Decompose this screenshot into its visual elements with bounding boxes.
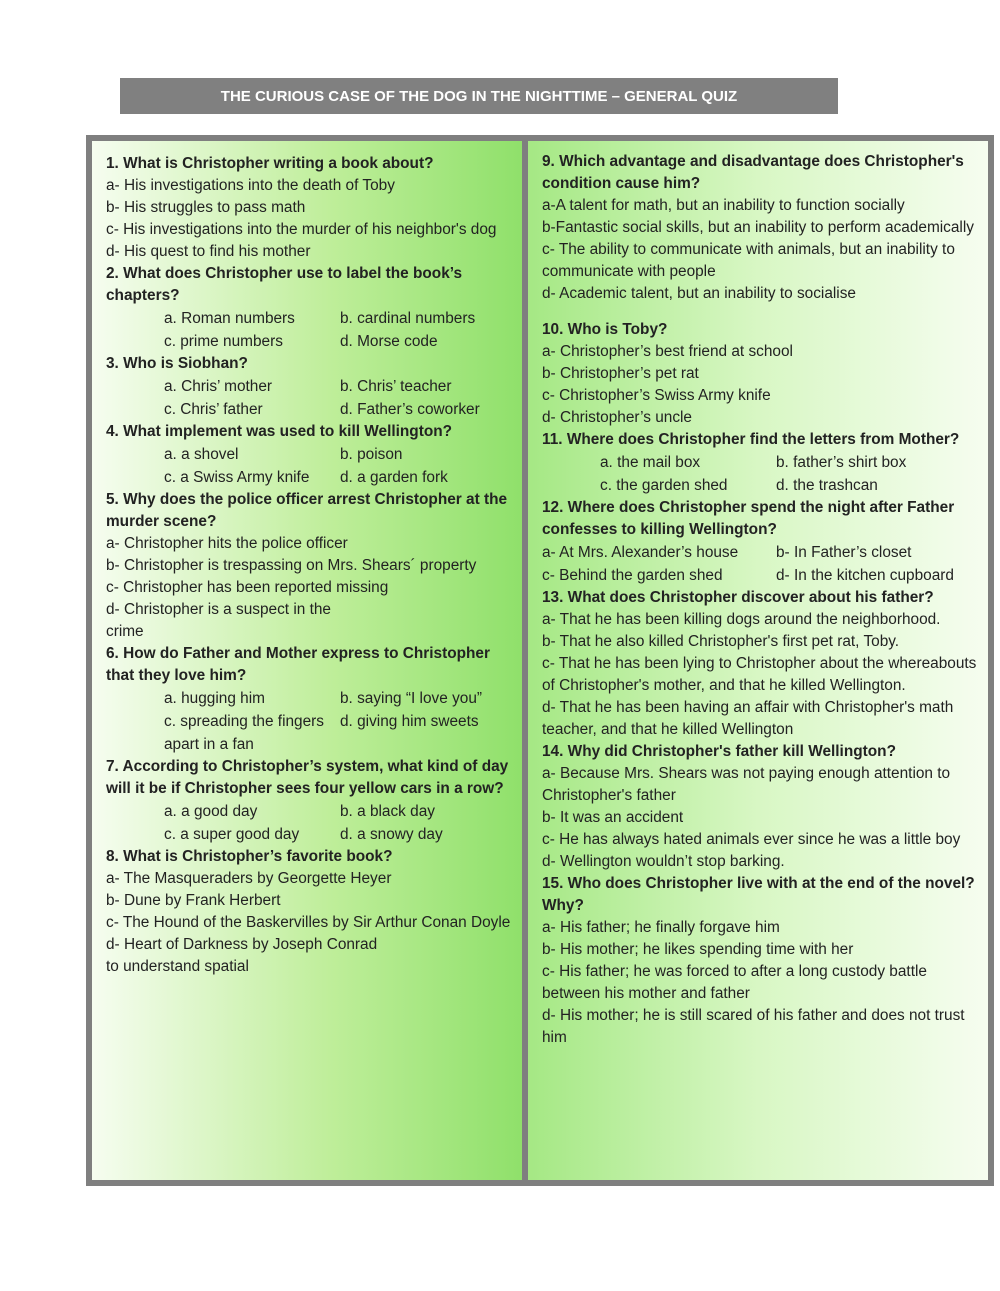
left-question-panel: [86, 135, 530, 1186]
answer-option: a. a shovel: [164, 446, 239, 463]
answer-option: b- In Father’s closet: [776, 544, 912, 561]
question-6: 6. How do Father and Mother express to Christopher that they love him?: [106, 645, 490, 684]
answer-option: c- The Hound of the Baskervilles by Sir Arthur Conan Doyle: [106, 914, 511, 931]
question-1: 1. What is Christopher writing a book about?: [106, 155, 434, 172]
answer-option: c- The ability to communicate with animals, but an inability to communicate with people: [542, 241, 955, 280]
answer-option: c- Christopher has been reported missing: [106, 579, 389, 596]
answer-option: b. father’s shirt box: [776, 454, 907, 471]
answer-grid: [106, 375, 516, 421]
answer-option: d- Heart of Darkness by Joseph Conrad: [106, 936, 378, 953]
question-4: 4. What implement was used to kill Wellington?: [106, 423, 453, 440]
answer-option: a- His father; he finally forgave him: [542, 919, 780, 936]
answer-grid: [106, 687, 516, 756]
answer-option: a. hugging him: [164, 690, 265, 707]
answer-option: b-Fantastic social skills, but an inability to perform academically: [542, 219, 974, 236]
answer-option: d. a garden fork: [340, 469, 448, 486]
answer-option: c. the garden shed: [600, 477, 728, 494]
answer-option: d- That he has been having an affair with Christopher's math teacher, and that he killed Wellington: [542, 699, 954, 738]
question-11: 11. Where does Christopher find the letters from Mother?: [542, 431, 960, 448]
answer-option: c. a super good day: [164, 826, 300, 843]
answer-option: d- Wellington wouldn’t stop barking.: [542, 853, 785, 870]
question-8: 8. What is Christopher’s favorite book?: [106, 848, 393, 865]
question-9: 9. Which advantage and disadvantage does Christopher's condition cause him?: [542, 153, 964, 192]
answer-option: a- Because Mrs. Shears was not paying enough attention to Christopher's father: [542, 765, 951, 804]
answer-grid: [106, 800, 516, 846]
answer-option: b- Dune by Frank Herbert: [106, 892, 281, 909]
answer-option: c- His investigations into the murder of his neighbor's dog: [106, 221, 497, 238]
answer-option: c- Behind the garden shed: [542, 567, 723, 584]
question-7: 7. According to Christopher’s system, what kind of day will it be if Christopher sees four yellow cars in a row?: [106, 758, 509, 797]
right-question-panel: [522, 135, 994, 1186]
answer-option: a. Chris’ mother: [164, 378, 273, 395]
answer-option: d- His quest to find his mother: [106, 243, 311, 260]
answer-grid: [542, 541, 982, 587]
answer-option: b- His mother; he likes spending time with her: [542, 941, 854, 958]
question-15: 15. Who does Christopher live with at the end of the novel? Why?: [542, 875, 975, 914]
answer-option: a- His investigations into the death of Toby: [106, 177, 395, 194]
answer-option: a- That he has been killing dogs around the neighborhood.: [542, 611, 941, 628]
answer-option: b. cardinal numbers: [340, 310, 476, 327]
answer-option: c- Christopher’s Swiss Army knife: [542, 387, 771, 404]
answer-option: d. Father’s coworker: [340, 401, 480, 418]
question-2: 2. What does Christopher use to label the book’s chapters?: [106, 265, 463, 304]
answer-option: d- Academic talent, but an inability to socialise: [542, 285, 856, 302]
answer-option: b. saying “I love you”: [340, 690, 483, 707]
answer-option: a- Christopher hits the police officer: [106, 535, 348, 552]
answer-option: b- Christopher is trespassing on Mrs. Shears´ property: [106, 557, 477, 574]
answer-option: d- Christopher is a suspect in the: [106, 601, 331, 618]
answer-grid: [106, 443, 516, 489]
answer-option: d- Christopher’s uncle: [542, 409, 692, 426]
answer-grid: [542, 451, 982, 497]
question-14: 14. Why did Christopher's father kill Wellington?: [542, 743, 896, 760]
question-5: 5. Why does the police officer arrest Christopher at the murder scene?: [106, 491, 508, 530]
answer-option: a- The Masqueraders by Georgette Heyer: [106, 870, 392, 887]
question-3: 3. Who is Siobhan?: [106, 355, 248, 372]
answer-option: a-A talent for math, but an inability to function socially: [542, 197, 905, 214]
stray-text: to understand spatial: [106, 958, 249, 975]
answer-option: c. spreading the fingers apart in a fan: [164, 713, 324, 753]
answer-option: a. Roman numbers: [164, 310, 295, 327]
question-13: 13. What does Christopher discover about his father?: [542, 589, 934, 606]
answer-option: c. Chris’ father: [164, 401, 263, 418]
answer-option: d- In the kitchen cupboard: [776, 567, 954, 584]
answer-option: b. a black day: [340, 803, 435, 820]
question-12: 12. Where does Christopher spend the night after Father confesses to killing Wellington?: [542, 499, 955, 538]
answer-option: d. giving him sweets: [340, 713, 479, 730]
answer-option: c- He has always hated animals ever since he was a little boy: [542, 831, 961, 848]
answer-option: a- Christopher’s best friend at school: [542, 343, 793, 360]
answer-option: b- His struggles to pass math: [106, 199, 306, 216]
answer-option: c- That he has been lying to Christopher about the whereabouts of Christopher's mother, and that he killed Wellington.: [542, 655, 977, 694]
answer-option: b. Chris’ teacher: [340, 378, 452, 395]
answer-option: a. a good day: [164, 803, 258, 820]
answer-option: b. poison: [340, 446, 403, 463]
answer-option: d- His mother; he is still scared of his father and does not trust him: [542, 1007, 965, 1046]
question-10: 10. Who is Toby?: [542, 321, 668, 338]
answer-option: d. the trashcan: [776, 477, 878, 494]
answer-option: a. the mail box: [600, 454, 701, 471]
answer-option: c- His father; he was forced to after a long custody battle between his mother and father: [542, 963, 927, 1002]
answer-option: b- That he also killed Christopher's first pet rat, Toby.: [542, 633, 900, 650]
answer-option: b- Christopher’s pet rat: [542, 365, 699, 382]
answer-option-continuation: crime: [106, 623, 144, 640]
answer-option: b- It was an accident: [542, 809, 684, 826]
answer-option: d. a snowy day: [340, 826, 443, 843]
answer-option: c. a Swiss Army knife: [164, 469, 310, 486]
answer-grid: [106, 307, 516, 353]
answer-option: c. prime numbers: [164, 333, 283, 350]
answer-option: a- At Mrs. Alexander’s house: [542, 544, 739, 561]
quiz-title: THE CURIOUS CASE OF THE DOG IN THE NIGHTTIME – GENERAL QUIZ: [120, 78, 838, 114]
answer-option: d. Morse code: [340, 333, 438, 350]
